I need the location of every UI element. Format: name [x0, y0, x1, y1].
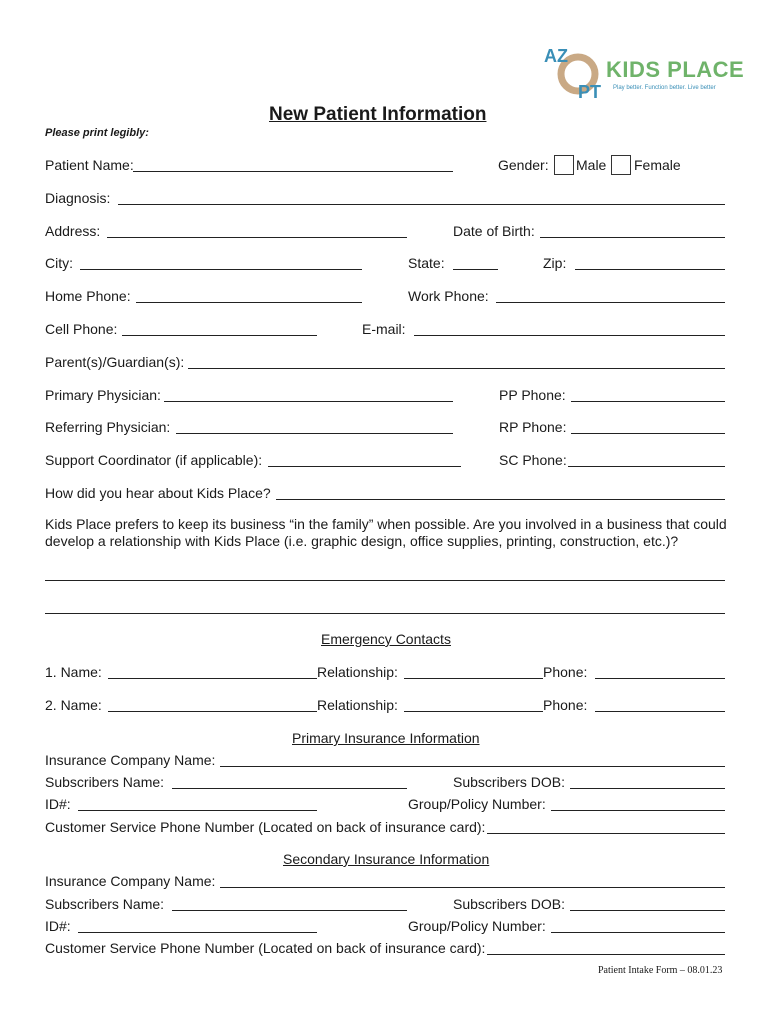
- page-title: New Patient Information: [269, 104, 487, 125]
- rp-phone-field[interactable]: [571, 433, 725, 434]
- pp-phone-field[interactable]: [571, 401, 725, 402]
- guardian-label: Parent(s)/Guardian(s):: [45, 354, 185, 370]
- dob-field[interactable]: [540, 237, 725, 238]
- zip-label: Zip:: [543, 255, 567, 271]
- work-phone-label: Work Phone:: [408, 288, 489, 304]
- primary-physician-field[interactable]: [164, 401, 453, 402]
- home-phone-field[interactable]: [136, 302, 362, 303]
- logo-name-text: KIDS PLACE: [606, 57, 745, 82]
- patient-name-field[interactable]: [133, 171, 453, 172]
- cell-phone-label: Cell Phone:: [45, 321, 118, 337]
- emergency-relationship-1-label: Relationship:: [317, 664, 398, 680]
- emergency-phone-1-field[interactable]: [595, 678, 725, 679]
- patient-name-label: Patient Name:: [45, 157, 134, 173]
- hear-about-field[interactable]: [276, 499, 725, 500]
- rp-phone-label: RP Phone:: [499, 419, 567, 435]
- primary-physician-label: Primary Physician:: [45, 387, 161, 403]
- support-coordinator-label: Support Coordinator (if applicable):: [45, 452, 263, 468]
- address-label: Address:: [45, 223, 101, 239]
- secondary-insurance-company-label: Insurance Company Name:: [45, 873, 216, 889]
- primary-id-field[interactable]: [78, 810, 317, 811]
- business-question-text: Kids Place prefers to keep its business “in the family” when possible. Are you involved in a business that could develop a relationship with Kids Place (i.e. graphic design, office supplies, printing, construction, etc.)?: [45, 516, 727, 549]
- male-label: Male: [576, 157, 607, 173]
- emergency-name-1-label: 1. Name:: [45, 664, 102, 680]
- primary-service-phone-field[interactable]: [487, 833, 725, 834]
- primary-service-phone-label: Customer Service Phone Number (Located on back of insurance card):: [45, 819, 486, 835]
- referring-physician-field[interactable]: [176, 433, 453, 434]
- secondary-subscriber-name-field[interactable]: [172, 910, 407, 911]
- logo-pt-text: PT: [578, 82, 602, 102]
- sc-phone-label: SC Phone:: [499, 452, 567, 468]
- emergency-name-2-field[interactable]: [108, 711, 317, 712]
- emergency-phone-2-field[interactable]: [595, 711, 725, 712]
- dob-label: Date of Birth:: [453, 223, 535, 239]
- secondary-subscriber-dob-field[interactable]: [570, 910, 725, 911]
- logo-az-text: AZ: [544, 46, 568, 66]
- referring-physician-label: Referring Physician:: [45, 419, 171, 435]
- primary-subscriber-dob-label: Subscribers DOB:: [453, 774, 566, 790]
- emergency-contacts-heading: Emergency Contacts: [321, 631, 451, 647]
- secondary-group-field[interactable]: [551, 932, 725, 933]
- secondary-service-phone-label: Customer Service Phone Number (Located on back of insurance card):: [45, 940, 486, 956]
- emergency-relationship-2-label: Relationship:: [317, 697, 398, 713]
- business-answer-line-2[interactable]: [45, 613, 725, 614]
- state-label: State:: [408, 255, 445, 271]
- gender-label: Gender:: [498, 157, 549, 173]
- secondary-insurance-heading: Secondary Insurance Information: [283, 851, 490, 867]
- business-answer-line-1[interactable]: [45, 580, 725, 581]
- secondary-subscriber-dob-label: Subscribers DOB:: [453, 896, 566, 912]
- secondary-service-phone-field[interactable]: [487, 954, 725, 955]
- logo-tagline-text: Play better. Function better. Live better: [613, 85, 716, 91]
- home-phone-label: Home Phone:: [45, 288, 131, 304]
- primary-insurance-heading: Primary Insurance Information: [292, 730, 480, 746]
- secondary-id-label: ID#:: [45, 918, 71, 934]
- diagnosis-label: Diagnosis:: [45, 190, 111, 206]
- zip-field[interactable]: [575, 269, 725, 270]
- emergency-name-2-label: 2. Name:: [45, 697, 102, 713]
- secondary-group-label: Group/Policy Number:: [408, 918, 546, 934]
- emergency-relationship-1-field[interactable]: [404, 678, 543, 679]
- secondary-insurance-company-field[interactable]: [220, 887, 725, 888]
- secondary-id-field[interactable]: [78, 932, 317, 933]
- female-checkbox[interactable]: [611, 155, 631, 175]
- emergency-phone-1-label: Phone:: [543, 664, 588, 680]
- kids-place-logo: [540, 44, 745, 104]
- footer-form-id: Patient Intake Form – 08.01.23: [598, 965, 723, 976]
- primary-group-field[interactable]: [551, 810, 725, 811]
- emergency-relationship-2-field[interactable]: [404, 711, 543, 712]
- address-field[interactable]: [107, 237, 407, 238]
- print-instruction: Please print legibly:: [45, 127, 149, 139]
- primary-group-label: Group/Policy Number:: [408, 796, 546, 812]
- email-label: E-mail:: [362, 321, 406, 337]
- primary-insurance-company-label: Insurance Company Name:: [45, 752, 216, 768]
- guardian-field[interactable]: [188, 368, 725, 369]
- primary-subscriber-name-field[interactable]: [172, 788, 407, 789]
- work-phone-field[interactable]: [496, 302, 725, 303]
- emergency-name-1-field[interactable]: [108, 678, 317, 679]
- primary-subscriber-dob-field[interactable]: [570, 788, 725, 789]
- female-label: Female: [634, 157, 681, 173]
- primary-insurance-company-field[interactable]: [220, 766, 725, 767]
- hear-about-label: How did you hear about Kids Place?: [45, 485, 271, 501]
- pp-phone-label: PP Phone:: [499, 387, 566, 403]
- state-field[interactable]: [453, 269, 498, 270]
- primary-subscriber-name-label: Subscribers Name:: [45, 774, 165, 790]
- secondary-subscriber-name-label: Subscribers Name:: [45, 896, 165, 912]
- city-field[interactable]: [80, 269, 362, 270]
- support-coordinator-field[interactable]: [268, 466, 461, 467]
- city-label: City:: [45, 255, 73, 271]
- emergency-phone-2-label: Phone:: [543, 697, 588, 713]
- diagnosis-field[interactable]: [118, 204, 725, 205]
- cell-phone-field[interactable]: [122, 335, 317, 336]
- primary-id-label: ID#:: [45, 796, 71, 812]
- male-checkbox[interactable]: [554, 155, 574, 175]
- email-field[interactable]: [414, 335, 725, 336]
- sc-phone-field[interactable]: [568, 466, 725, 467]
